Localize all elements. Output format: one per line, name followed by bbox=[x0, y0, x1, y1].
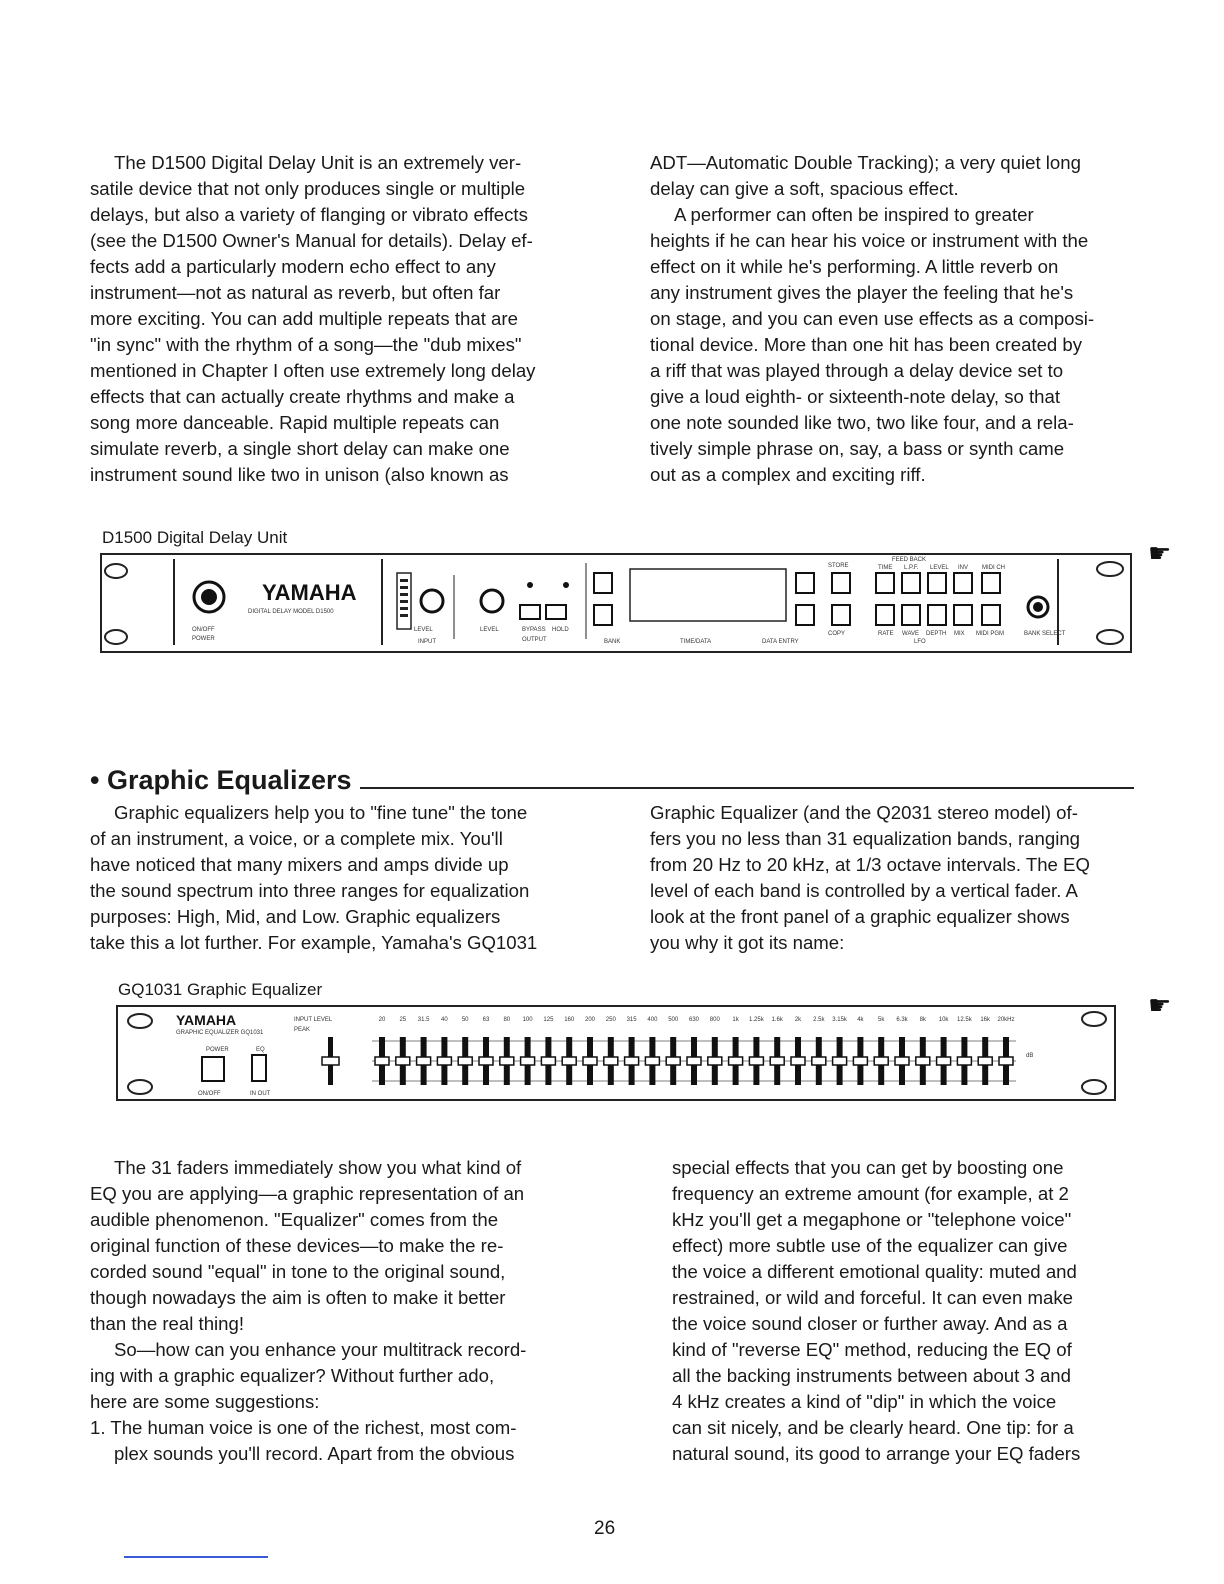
band-frequency-label: 6.3k bbox=[896, 1017, 908, 1023]
text-line: The 31 faders immediately show you what kind of bbox=[114, 1157, 522, 1178]
band-frequency-label: 2k bbox=[794, 1017, 802, 1023]
lpf-label: L.P.F. bbox=[904, 565, 919, 571]
bank-up-button bbox=[594, 573, 612, 593]
band-fader[interactable] bbox=[916, 1057, 930, 1065]
band-frequency-label: 160 bbox=[564, 1017, 575, 1023]
band-fader[interactable] bbox=[874, 1057, 888, 1065]
text-line: plex sounds you'll record. Apart from the obvious bbox=[114, 1443, 515, 1464]
band-frequency-label: 63 bbox=[482, 1017, 490, 1023]
text-line: heights if he can hear his voice or instrument with the bbox=[650, 230, 1089, 251]
band-fader[interactable] bbox=[812, 1057, 826, 1065]
text-line: one note sounded like two, two like four, and a rela- bbox=[650, 412, 1074, 433]
line: The D1500 Digital Delay Unit is an extremely ver- bbox=[114, 152, 522, 173]
band-frequency-label: 10k bbox=[938, 1017, 949, 1023]
text-line: ADT—Automatic Double Tracking); a very quiet long bbox=[650, 152, 1081, 173]
line: "in sync" with the rhythm of a song—the "dub mixes" bbox=[90, 334, 522, 355]
level-top-label: LEVEL bbox=[930, 565, 949, 571]
text-line: here are some suggestions: bbox=[90, 1391, 320, 1412]
text-line: a riff that was played through a delay device set to bbox=[650, 360, 1064, 381]
power-button bbox=[202, 1057, 224, 1081]
line: effects that can actually create rhythms and make a bbox=[90, 386, 515, 407]
band-frequency-label: 315 bbox=[626, 1017, 637, 1023]
text-line: you why it got its name: bbox=[650, 932, 845, 953]
band-frequency-label: 4k bbox=[857, 1017, 864, 1023]
text-line: Graphic Equalizer (and the Q2031 stereo model) of- bbox=[650, 802, 1078, 823]
band-frequency-label: 630 bbox=[688, 1017, 700, 1023]
bypass-button bbox=[520, 605, 540, 619]
band-frequency-label: 200 bbox=[584, 1017, 596, 1023]
data-up-button bbox=[796, 573, 814, 593]
eq-right-column bbox=[650, 800, 1130, 956]
footer-rule bbox=[124, 1556, 268, 1558]
line: more exciting. You can add multiple repeats that are bbox=[90, 308, 518, 329]
input-level-fader[interactable] bbox=[322, 1057, 339, 1065]
in-out-label: IN OUT bbox=[250, 1091, 271, 1097]
top-right-column bbox=[650, 150, 1140, 488]
wave-button bbox=[902, 605, 920, 625]
band-fader[interactable] bbox=[417, 1057, 431, 1065]
d1500-panel-drawing bbox=[102, 555, 1130, 651]
lfo-label: LFO bbox=[914, 639, 926, 645]
line: instrument—not as natural as reverb, but often far bbox=[90, 282, 501, 303]
paragraph bbox=[90, 150, 590, 488]
rack-hole-icon bbox=[1097, 562, 1123, 576]
bank-label: BANK bbox=[604, 639, 621, 645]
band-frequency-label: 100 bbox=[522, 1017, 533, 1023]
gq1031-panel bbox=[116, 1005, 1116, 1101]
text-line: though nowadays the aim is often to make it better bbox=[90, 1287, 506, 1308]
text-line: the voice sound closer or further away. And as a bbox=[672, 1313, 1068, 1334]
text-line: take this a lot further. For example, Yamaha's GQ1031 bbox=[90, 932, 538, 953]
output-label: OUTPUT bbox=[522, 637, 547, 643]
level-label: LEVEL bbox=[414, 627, 433, 633]
text-line: effect) more subtle use of the equalizer can give bbox=[672, 1235, 1068, 1256]
gq-caption: GQ1031 Graphic Equalizer bbox=[118, 980, 323, 999]
text-line: effect on it while he's performing. A little reverb on bbox=[650, 256, 1059, 277]
band-frequency-label: 25 bbox=[399, 1017, 407, 1023]
text-line: EQ you are applying—a graphic representation of an bbox=[90, 1183, 525, 1204]
top-left-column bbox=[90, 150, 590, 488]
text-line: the voice a different emotional quality: muted and bbox=[672, 1261, 1077, 1282]
line: instrument sound like two in unison (also known as bbox=[90, 464, 509, 485]
band-frequency-label: 1k bbox=[732, 1017, 739, 1023]
text-line: original function of these devices—to make the re- bbox=[90, 1235, 504, 1256]
bottom-left-column bbox=[90, 1155, 590, 1467]
band-frequency-label: 16k bbox=[980, 1017, 991, 1023]
band-fader[interactable] bbox=[562, 1057, 576, 1065]
brand-logo: YAMAHA bbox=[262, 580, 357, 605]
band-frequency-label: 20kHz bbox=[997, 1017, 1015, 1023]
page-mark-icon: ☛ bbox=[1148, 538, 1172, 568]
inv-button bbox=[954, 573, 972, 593]
text-line: on stage, and you can even use effects as a composi- bbox=[650, 308, 1095, 329]
model-label: GRAPHIC EQUALIZER GQ1031 bbox=[176, 1030, 264, 1036]
inv-label: INV bbox=[958, 565, 969, 571]
text-line: frequency an extreme amount (for example, at 2 bbox=[672, 1183, 1069, 1204]
band-frequency-label: 1.25k bbox=[749, 1017, 764, 1023]
heading-rule bbox=[360, 787, 1134, 789]
band-frequency-label: 31.5 bbox=[417, 1017, 430, 1023]
brand-logo: YAMAHA bbox=[176, 1012, 237, 1028]
section-title-text: Graphic Equalizers bbox=[106, 765, 352, 795]
text-line: So—how can you enhance your multitrack record- bbox=[114, 1339, 527, 1360]
text-line: tional device. More than one hit has been created by bbox=[650, 334, 1083, 355]
power-label: POWER bbox=[192, 636, 215, 642]
band-fader[interactable] bbox=[895, 1057, 909, 1065]
bank-select-label: BANK SELECT bbox=[1024, 631, 1066, 637]
rack-hole-icon bbox=[105, 564, 127, 578]
band-frequency-label: 8k bbox=[919, 1017, 926, 1023]
text-line: all the backing instruments between about 3 and bbox=[672, 1365, 1071, 1386]
text-line: audible phenomenon. "Equalizer" comes from the bbox=[90, 1209, 499, 1230]
mix-button bbox=[954, 605, 972, 625]
rack-hole-icon bbox=[1082, 1012, 1106, 1026]
text-line: from 20 Hz to 20 kHz, at 1/3 octave intervals. The EQ bbox=[650, 854, 1090, 875]
band-fader[interactable] bbox=[791, 1057, 805, 1065]
model-label: DIGITAL DELAY MODEL D1500 bbox=[248, 609, 334, 615]
eq-left-column bbox=[90, 800, 590, 956]
d1500-caption: D1500 Digital Delay Unit bbox=[102, 528, 288, 547]
output-level-knob-icon bbox=[481, 590, 503, 612]
rate-label: RATE bbox=[878, 631, 894, 637]
store-button bbox=[832, 573, 850, 593]
feedback-label: FEED BACK bbox=[892, 557, 927, 563]
line: fects add a particularly modern echo effect to any bbox=[90, 256, 496, 277]
section-title: • Graphic Equalizers bbox=[90, 765, 358, 796]
text-line: special effects that you can get by boosting one bbox=[672, 1157, 1064, 1178]
text-line: tively simple phrase on, say, a bass or synth came bbox=[650, 438, 1065, 459]
time-data-label: TIME/DATA bbox=[680, 639, 712, 645]
band-fader[interactable] bbox=[729, 1057, 743, 1065]
text-line: kHz you'll get a megaphone or "telephone voice" bbox=[672, 1209, 1072, 1230]
input-level-knob-icon bbox=[421, 590, 443, 612]
mix-label: MIX bbox=[954, 631, 965, 637]
display-window bbox=[630, 569, 786, 621]
band-fader[interactable] bbox=[604, 1057, 618, 1065]
lpf-button bbox=[902, 573, 920, 593]
rack-hole-icon bbox=[105, 630, 127, 644]
peak-label: PEAK bbox=[294, 1027, 311, 1033]
band-fader[interactable] bbox=[541, 1057, 555, 1065]
text-line: natural sound, its good to arrange your EQ faders bbox=[672, 1443, 1081, 1464]
band-frequency-label: 400 bbox=[647, 1017, 658, 1023]
band-frequency-label: 800 bbox=[709, 1017, 720, 1023]
band-frequency-label: 50 bbox=[461, 1017, 469, 1023]
text-line: Graphic equalizers help you to "fine tune" the tone bbox=[114, 802, 528, 823]
band-fader[interactable] bbox=[770, 1057, 784, 1065]
band-frequency-label: 3.15k bbox=[832, 1017, 847, 1023]
text-line: 1. The human voice is one of the richest, most com- bbox=[90, 1417, 517, 1438]
band-frequency-label: 500 bbox=[668, 1017, 679, 1023]
band-fader[interactable] bbox=[749, 1057, 763, 1065]
line: mentioned in Chapter I often use extremely long delay bbox=[90, 360, 536, 381]
wave-label: WAVE bbox=[902, 631, 920, 637]
band-frequency-label: 250 bbox=[605, 1017, 616, 1023]
level-button bbox=[928, 573, 946, 593]
band-fader[interactable] bbox=[437, 1057, 451, 1065]
text-line: look at the front panel of a graphic equalizer shows bbox=[650, 906, 1070, 927]
line: simulate reverb, a single short delay can make one bbox=[90, 438, 510, 459]
band-fader[interactable] bbox=[375, 1057, 389, 1065]
text-line: corded sound "equal" in tone to the original sound, bbox=[90, 1261, 506, 1282]
data-entry-label: DATA ENTRY bbox=[762, 639, 799, 645]
band-fader[interactable] bbox=[645, 1057, 659, 1065]
line: delays, but also a variety of flanging or vibrato effects bbox=[90, 204, 528, 225]
copy-label: COPY bbox=[828, 631, 846, 637]
time-button bbox=[876, 573, 894, 593]
eq-label: EQ bbox=[256, 1047, 265, 1053]
band-frequency-label: 12.5k bbox=[957, 1017, 972, 1023]
text-line: have noticed that many mixers and amps divide up bbox=[90, 854, 509, 875]
band-fader[interactable] bbox=[625, 1057, 639, 1065]
band-fader[interactable] bbox=[666, 1057, 680, 1065]
onoff-label: ON/OFF bbox=[198, 1091, 221, 1097]
band-fader[interactable] bbox=[479, 1057, 493, 1065]
eq-in-out-button bbox=[252, 1055, 266, 1081]
d1500-panel bbox=[100, 553, 1132, 653]
line: (see the D1500 Owner's Manual for details). Delay ef- bbox=[90, 230, 533, 251]
text-line: delay can give a soft, spacious effect. bbox=[650, 178, 959, 199]
text-line: A performer can often be inspired to greater bbox=[674, 204, 1034, 225]
depth-label: DEPTH bbox=[926, 631, 947, 637]
text-line: out as a complex and exciting riff. bbox=[650, 464, 926, 485]
section-heading bbox=[90, 765, 1134, 805]
text-line: the sound spectrum into three ranges for equalization bbox=[90, 880, 530, 901]
band-fader[interactable] bbox=[833, 1057, 847, 1065]
store-label: STORE bbox=[828, 563, 849, 569]
rack-hole-icon bbox=[128, 1080, 152, 1094]
band-fader[interactable] bbox=[999, 1057, 1013, 1065]
copy-button bbox=[832, 605, 850, 625]
input-level-label: INPUT LEVEL bbox=[294, 1017, 333, 1023]
text-line: fers you no less than 31 equalization bands, ranging bbox=[650, 828, 1081, 849]
db-label: dB bbox=[1026, 1053, 1034, 1059]
band-fader[interactable] bbox=[396, 1057, 410, 1065]
output-level-label: LEVEL bbox=[480, 627, 499, 633]
text-line: ing with a graphic equalizer? Without further ado, bbox=[90, 1365, 495, 1386]
rack-hole-icon bbox=[1082, 1080, 1106, 1094]
data-down-button bbox=[796, 605, 814, 625]
band-fader[interactable] bbox=[687, 1057, 701, 1065]
text-line: 4 kHz creates a kind of "dip" in which the voice bbox=[672, 1391, 1057, 1412]
band-fader[interactable] bbox=[500, 1057, 514, 1065]
text-line: give a loud eighth- or sixteenth-note delay, so that bbox=[650, 386, 1061, 407]
text-line: can sit nicely, and be clearly heard. One tip: for a bbox=[672, 1417, 1074, 1438]
band-fader[interactable] bbox=[937, 1057, 951, 1065]
band-frequency-label: 80 bbox=[503, 1017, 511, 1023]
band-fader[interactable] bbox=[708, 1057, 722, 1065]
onoff-label: ON/OFF bbox=[192, 627, 215, 633]
band-frequency-label: 20 bbox=[378, 1017, 386, 1023]
band-frequency-label: 5k bbox=[878, 1017, 885, 1023]
hold-button bbox=[546, 605, 566, 619]
text-line: than the real thing! bbox=[90, 1313, 245, 1334]
midi-pgm-label: MIDI PGM bbox=[976, 631, 1004, 637]
text-line: restrained, or wild and forceful. It can even make bbox=[672, 1287, 1074, 1308]
page-number: 26 bbox=[594, 1518, 616, 1539]
bank-down-button bbox=[594, 605, 612, 625]
midi-pgm-button bbox=[982, 605, 1000, 625]
text-line: any instrument gives the player the feeling that he's bbox=[650, 282, 1074, 303]
band-frequency-label: 125 bbox=[543, 1017, 554, 1023]
midi-ch-button bbox=[982, 573, 1000, 593]
rack-hole-icon bbox=[128, 1014, 152, 1028]
band-fader[interactable] bbox=[583, 1057, 597, 1065]
text-line: purposes: High, Mid, and Low. Graphic equalizers bbox=[90, 906, 501, 927]
midi-ch-label: MIDI CH bbox=[982, 565, 1005, 571]
text-line: level of each band is controlled by a vertical fader. A bbox=[650, 880, 1078, 901]
bottom-right-column bbox=[672, 1155, 1142, 1467]
text-line: kind of "reverse EQ" method, reducing the EQ of bbox=[672, 1339, 1072, 1360]
gq1031-panel-drawing bbox=[118, 1007, 1114, 1099]
band-frequency-label: 2.5k bbox=[813, 1017, 825, 1023]
depth-button bbox=[928, 605, 946, 625]
band-frequency-label: 40 bbox=[441, 1017, 448, 1023]
rack-hole-icon bbox=[1097, 630, 1123, 644]
bypass-label: BYPASS bbox=[522, 627, 546, 633]
band-fader[interactable] bbox=[853, 1057, 867, 1065]
band-fader[interactable] bbox=[978, 1057, 992, 1065]
band-fader[interactable] bbox=[458, 1057, 472, 1065]
hold-led-icon bbox=[563, 582, 569, 588]
band-frequency-label: 1.6k bbox=[771, 1017, 783, 1023]
page-mark-icon: ☛ bbox=[1148, 990, 1172, 1020]
text-line: of an instrument, a voice, or a complete mix. You'll bbox=[90, 828, 503, 849]
power-label: POWER bbox=[206, 1047, 229, 1053]
rate-button bbox=[876, 605, 894, 625]
hold-label: HOLD bbox=[552, 627, 569, 633]
band-fader[interactable] bbox=[521, 1057, 535, 1065]
band-fader[interactable] bbox=[957, 1057, 971, 1065]
line: song more danceable. Rapid multiple repeats can bbox=[90, 412, 500, 433]
input-label: INPUT bbox=[418, 639, 436, 645]
line: satile device that not only produces single or multiple bbox=[90, 178, 526, 199]
time-label: TIME bbox=[878, 565, 893, 571]
bypass-led-icon bbox=[527, 582, 533, 588]
